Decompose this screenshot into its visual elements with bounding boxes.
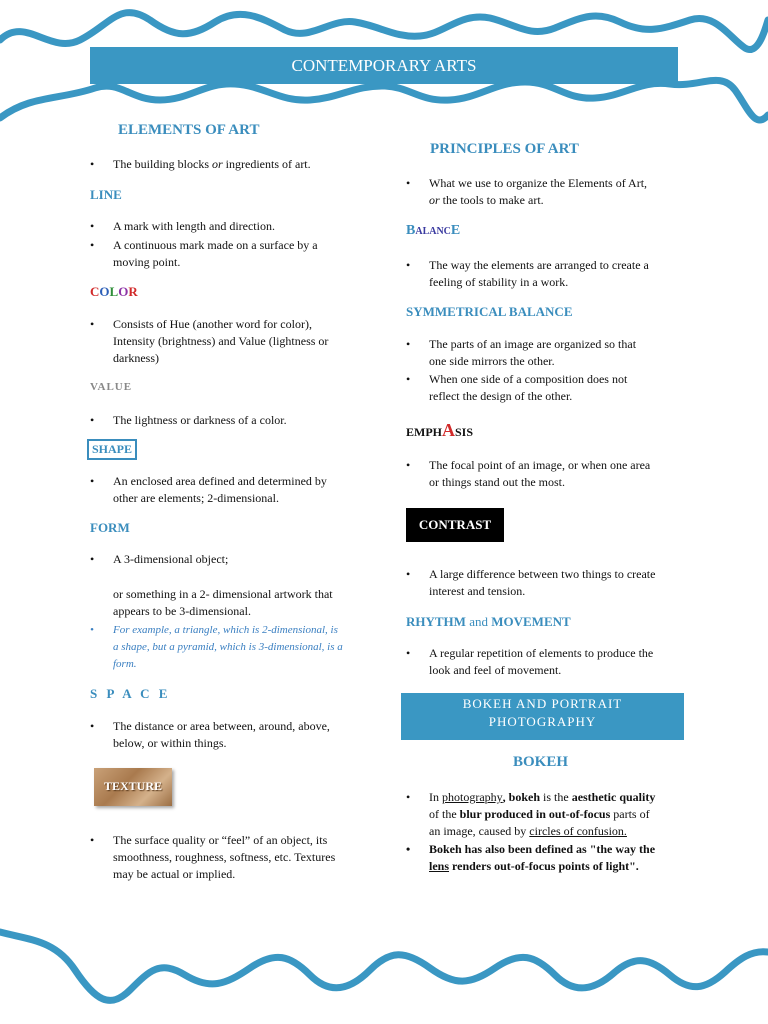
color-heading-letter: L (109, 284, 119, 299)
color-heading-letter: R (128, 284, 138, 299)
color-heading-letter: O (118, 284, 129, 299)
principles-of-art-heading: PRINCIPLES OF ART (430, 141, 579, 157)
bokeh-portrait-banner: BOKEH AND PORTRAIT PHOTOGRAPHY (401, 693, 684, 740)
texture-image (94, 768, 172, 806)
page-title: CONTEMPORARY ARTS (90, 47, 678, 84)
line-heading: LINE (90, 187, 122, 202)
space-heading: S P A C E (90, 686, 171, 701)
contrast-heading: CONTRAST (406, 508, 504, 542)
rhythm-heading: RHYTHM and MOVEMENT (406, 614, 571, 629)
color-heading-letter: O (99, 284, 110, 299)
shape-heading: SHAPE (87, 439, 137, 460)
elements-of-art-heading: ELEMENTS OF ART (118, 122, 260, 138)
texture-heading: TEXTURE (103, 779, 162, 793)
form-paragraph: or something in a 2- dimensional artwork that appears to be 3-dimensional. (113, 587, 333, 618)
value-heading: VALUE (90, 381, 133, 393)
color-heading (90, 284, 138, 300)
form-heading: FORM (90, 520, 130, 535)
bokeh-heading: BOKEH (513, 754, 569, 770)
symmetrical-balance-heading: SYMMETRICAL BALANCE (406, 304, 573, 319)
balance-heading: BALANCE (406, 223, 461, 238)
emphasis-heading: EMPHASIS (406, 420, 474, 440)
color-heading-letter: C (90, 284, 100, 299)
